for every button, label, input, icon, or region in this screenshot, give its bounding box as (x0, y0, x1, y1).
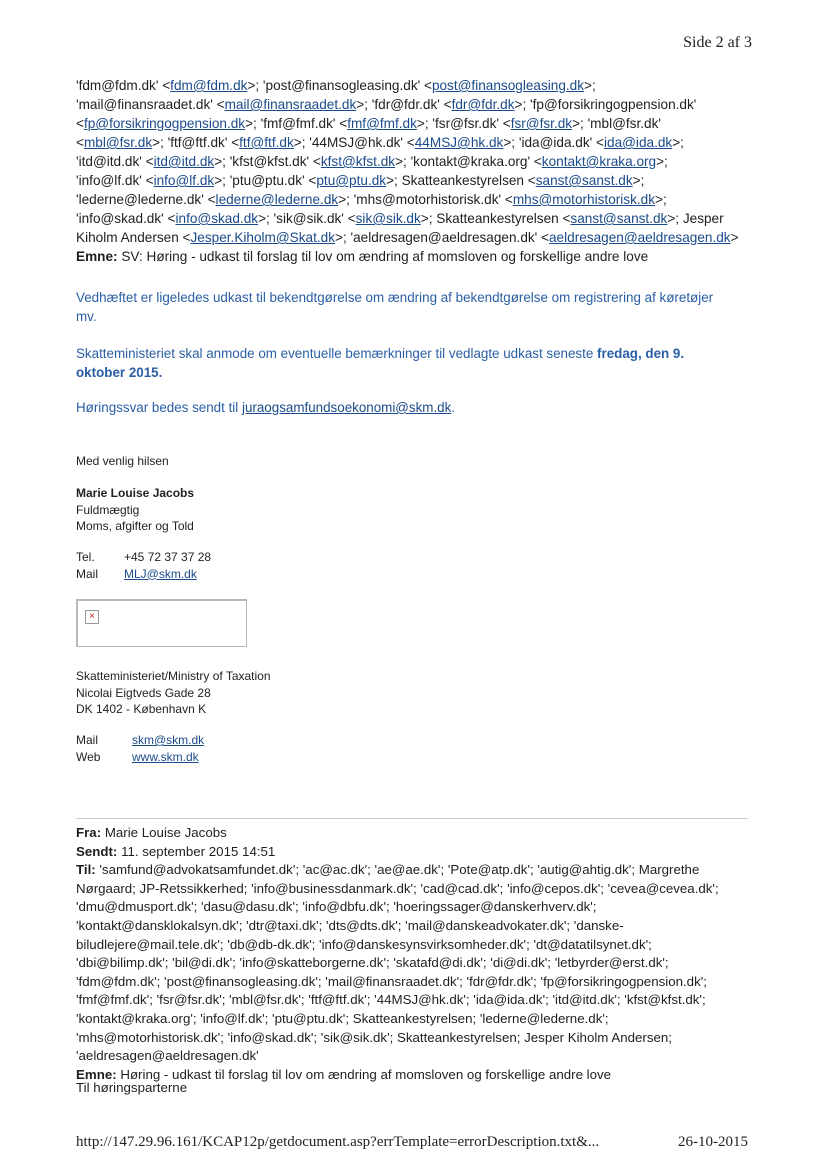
org-email-link[interactable]: skm@skm.dk (132, 733, 205, 747)
email-link[interactable]: fdm@fdm.dk (170, 78, 248, 93)
footer-url: http://147.29.96.161/KCAP12p/getdocument.asp?errTemplate=errorDescription.txt&... (76, 1134, 600, 1150)
email-link[interactable]: sanst@sanst.dk (535, 173, 633, 188)
recipient-text: >; 'kfst@kfst.dk' < (214, 154, 321, 169)
email-link[interactable]: lederne@lederne.dk (215, 192, 339, 207)
forwarded-header (76, 824, 766, 1084)
sender-department: Moms, afgifter og Told (76, 519, 194, 533)
sent-value: 11. september 2015 14:51 (117, 843, 276, 859)
recipient-list (76, 76, 766, 266)
email-link[interactable]: fp@forsikringogpension.dk (83, 116, 246, 131)
recipient-text: >; (672, 135, 684, 150)
recipient-text: > (730, 230, 739, 245)
recipient-text: >; Skatteankestyrelsen < (386, 173, 536, 188)
email-link[interactable]: mbl@fsr.dk (83, 135, 153, 150)
body-text: Skatteministeriet skal anmode om eventuelle bemærkninger til vedlagte udkast seneste (76, 346, 598, 361)
body-line (76, 344, 684, 363)
to-line: 'dmu@dmusport.dk'; 'dasu@dasu.dk'; 'info@dbfu.dk'; 'hoeringssager@danskerhverv.dk'; (76, 899, 597, 915)
org-city: DK 1402 - København K (76, 702, 207, 716)
recipient-text: >; Jesper (667, 211, 724, 226)
mail-row (76, 566, 211, 583)
recipient-text: >; 'post@finansogleasing.dk' < (247, 78, 432, 93)
from-value: Marie Louise Jacobs (101, 825, 227, 840)
recipient-line (76, 133, 766, 152)
recipient-text: >; (632, 173, 645, 188)
email-link[interactable]: mhs@motorhistorisk.dk (512, 192, 656, 207)
message-divider (76, 818, 748, 819)
recipient-text: 'itd@itd.dk' < (76, 154, 154, 169)
email-link[interactable]: 44MSJ@hk.dk (414, 135, 504, 150)
to-value: 'samfund@advokatsamfundet.dk'; 'ac@ac.dk'; 'ae@ae.dk'; 'Pote@atp.dk'; 'autig@ahtig.dk'; Margrethe (95, 862, 700, 878)
broken-image-placeholder (76, 599, 247, 647)
phone-number: +45 72 37 37 28 (124, 550, 212, 564)
body-text: Høringssvar bedes sendt til (76, 400, 242, 415)
email-link[interactable]: ida@ida.dk (603, 135, 673, 150)
email-link[interactable]: sanst@sanst.dk (570, 211, 668, 226)
recipient-text: >; 'ftf@ftf.dk' < (152, 135, 240, 150)
org-name: Skatteministeriet/Ministry of Taxation (76, 669, 271, 683)
recipient-text: 'info@lf.dk' < (76, 173, 154, 188)
org-address (76, 668, 271, 718)
footer-date: 26-10-2015 (678, 1134, 748, 1150)
recipient-text: 'mail@finansraadet.dk' < (76, 97, 225, 112)
recipient-text: >; 'kontakt@kraka.org' < (395, 154, 542, 169)
org-mail-row (76, 732, 204, 749)
to-line: 'dbi@bilimp.dk'; 'bil@di.dk'; 'info@skatteborgerne.dk'; 'skatafd@di.dk'; 'di@di.dk'; 'letbyrder@erst.dk'; (76, 955, 669, 971)
sender-name: Marie Louise Jacobs (76, 486, 195, 500)
recipient-text: 'info@skad.dk' < (76, 211, 176, 226)
contact-block (76, 549, 211, 582)
forwarded-subject-label: Emne: (76, 1066, 117, 1082)
recipient-text: 'fdm@fdm.dk' < (76, 78, 171, 93)
body-line: Vedhæftet er ligeledes udkast til bekendtgørelse om ændring af bekendtgørelse om registrering af køretøjer (76, 290, 714, 305)
recipient-line (76, 114, 766, 133)
recipient-line (76, 190, 766, 209)
recipient-text: >; 'mbl@fsr.dk' (572, 116, 661, 131)
org-web-label: Web (76, 749, 101, 764)
recipient-text: >; 'sik@sik.dk' < (258, 211, 356, 226)
forwarded-subject-value: Høring - udkast til forslag til lov om ændring af momsloven og forskellige andre love (116, 1066, 612, 1082)
deadline-date: fredag, den 9. (597, 346, 685, 361)
email-link[interactable]: mail@finansraadet.dk (224, 97, 357, 112)
to-line: 'aeldresagen@aeldresagen.dk' (76, 1048, 259, 1064)
recipient-text: < (76, 116, 84, 131)
recipient-text: Kiholm Andersen < (76, 230, 191, 245)
recipient-text: >; 'ida@ida.dk' < (503, 135, 604, 150)
reply-email-link[interactable]: juraogsamfundsoekonomi@skm.dk (241, 400, 452, 415)
recipient-text: >; 'aeldresagen@aeldresagen.dk' < (335, 230, 549, 245)
recipient-text: >; '44MSJ@hk.dk' < (293, 135, 415, 150)
recipient-text: >; 'fmf@fmf.dk' < (245, 116, 348, 131)
sender-role: Fuldmægtig (76, 502, 140, 517)
recipient-text: >; 'ptu@ptu.dk' < (214, 173, 317, 188)
body-text: . (451, 400, 456, 415)
subject-text: SV: Høring - udkast til forslag til lov om ændring af momsloven og forskellige andre love (117, 249, 649, 264)
recipient-text: >; 'fdr@fdr.dk' < (356, 97, 452, 112)
email-link[interactable]: ftf@ftf.dk (239, 135, 294, 150)
recipient-text: >; (656, 154, 668, 169)
from-label: Fra: (76, 825, 102, 840)
email-link[interactable]: post@finansogleasing.dk (431, 78, 585, 93)
sent-label: Sendt: (76, 843, 118, 859)
phone-label: Tel. (76, 550, 95, 564)
recipient-text: 'lederne@lederne.dk' < (76, 192, 216, 207)
body-paragraph-deadline (76, 344, 684, 382)
recipient-line (76, 76, 766, 95)
recipient-line (76, 228, 766, 247)
email-link[interactable]: itd@itd.dk (153, 154, 215, 169)
recipient-text: >; 'mhs@motorhistorisk.dk' < (338, 192, 513, 207)
mail-label: Mail (76, 566, 99, 581)
sender-email-link[interactable]: MLJ@skm.dk (124, 566, 197, 581)
broken-image-icon: × (85, 610, 99, 624)
email-link[interactable]: ptu@ptu.dk (316, 173, 387, 188)
email-link[interactable]: fmf@fmf.dk (347, 116, 417, 131)
to-line: 'fdm@fdm.dk'; 'post@finansogleasing.dk'; 'mail@finansraadet.dk'; 'fdr@fdr.dk'; 'fp@forsikringogpension.dk'; (76, 973, 707, 989)
from-row (76, 824, 766, 843)
email-link[interactable]: aeldresagen@aeldresagen.dk (549, 230, 731, 245)
email-link[interactable]: fsr@fsr.dk (510, 116, 573, 131)
body-paragraph-attachment (76, 288, 713, 326)
recipient-text: >; Skatteankestyrelsen < (420, 211, 571, 226)
phone-row (76, 549, 211, 566)
recipient-text: >; (655, 192, 667, 207)
body-paragraph-reply (76, 400, 455, 415)
org-mail-label: Mail (76, 733, 99, 747)
email-link[interactable]: info@skad.dk (175, 211, 259, 226)
email-link[interactable]: sik@sik.dk (355, 211, 421, 226)
to-label: Til: (76, 862, 96, 878)
recipient-line (76, 95, 766, 114)
email-link[interactable]: fdr@fdr.dk (451, 97, 515, 112)
page-number: Side 2 af 3 (683, 34, 752, 51)
sent-row (76, 843, 766, 862)
email-link[interactable]: kontakt@kraka.org (541, 154, 657, 169)
to-line: biludlejere@mail.tele.dk'; 'db@db-dk.dk'; 'info@danskesynsvirksomheder.dk'; 'dt@datatilsynet.dk'; (76, 936, 652, 952)
org-contact (76, 732, 204, 765)
to-line: 'mhs@motorhistorisk.dk'; 'info@skad.dk'; 'sik@sik.dk'; Skatteankestyrelsen; Jesper Kiholm Andersen; (76, 1029, 672, 1045)
to-line: 'fmf@fmf.dk'; 'fsr@fsr.dk'; 'mbl@fsr.dk'; 'ftf@ftf.dk'; '44MSJ@hk.dk'; 'ida@ida.dk'; 'itd@itd.dk'; 'kfst@kfst.dk'; (76, 992, 706, 1008)
recipient-text: >; 'fp@forsikringogpension.dk' (514, 97, 697, 112)
recipient-line (76, 209, 766, 228)
org-web-link[interactable]: www.skm.dk (132, 749, 199, 764)
email-link[interactable]: Jesper.Kiholm@Skat.dk (190, 230, 336, 245)
body-line: mv. (76, 309, 97, 324)
recipient-line (76, 171, 766, 190)
recipient-line (76, 152, 766, 171)
to-row (76, 861, 766, 880)
recipient-text: < (76, 135, 84, 150)
to-line: 'kontakt@kraka.org'; 'info@lf.dk'; 'ptu@ptu.dk'; Skatteankestyrelsen; 'lederne@lederne.dk'; (76, 1010, 609, 1026)
subject-line (76, 247, 766, 266)
email-link[interactable]: info@lf.dk (153, 173, 215, 188)
signature-block (76, 485, 194, 535)
to-line: Nørgaard; JP-Retssikkerhed; 'info@businessdanmark.dk'; 'cad@cad.dk'; 'info@cepos.dk'; 'cevea@cevea.dk'; (76, 880, 719, 896)
recipient-text: >; (584, 78, 596, 93)
to-line: 'kontakt@dansklokalsyn.dk'; 'dtr@taxi.dk'; 'dts@dts.dk'; 'mail@danskeadvokater.dk'; 'danske- (76, 917, 624, 933)
recipient-text: >; 'fsr@fsr.dk' < (416, 116, 511, 131)
email-link[interactable]: kfst@kfst.dk (320, 154, 396, 169)
org-web-row (76, 749, 204, 766)
closing-text: Til høringsparterne (76, 1080, 188, 1095)
subject-label: Emne: (76, 249, 118, 264)
org-street: Nicolai Eigtveds Gade 28 (76, 685, 211, 700)
deadline-date-cont: oktober 2015. (76, 365, 163, 380)
greeting: Med venlig hilsen (76, 454, 169, 468)
